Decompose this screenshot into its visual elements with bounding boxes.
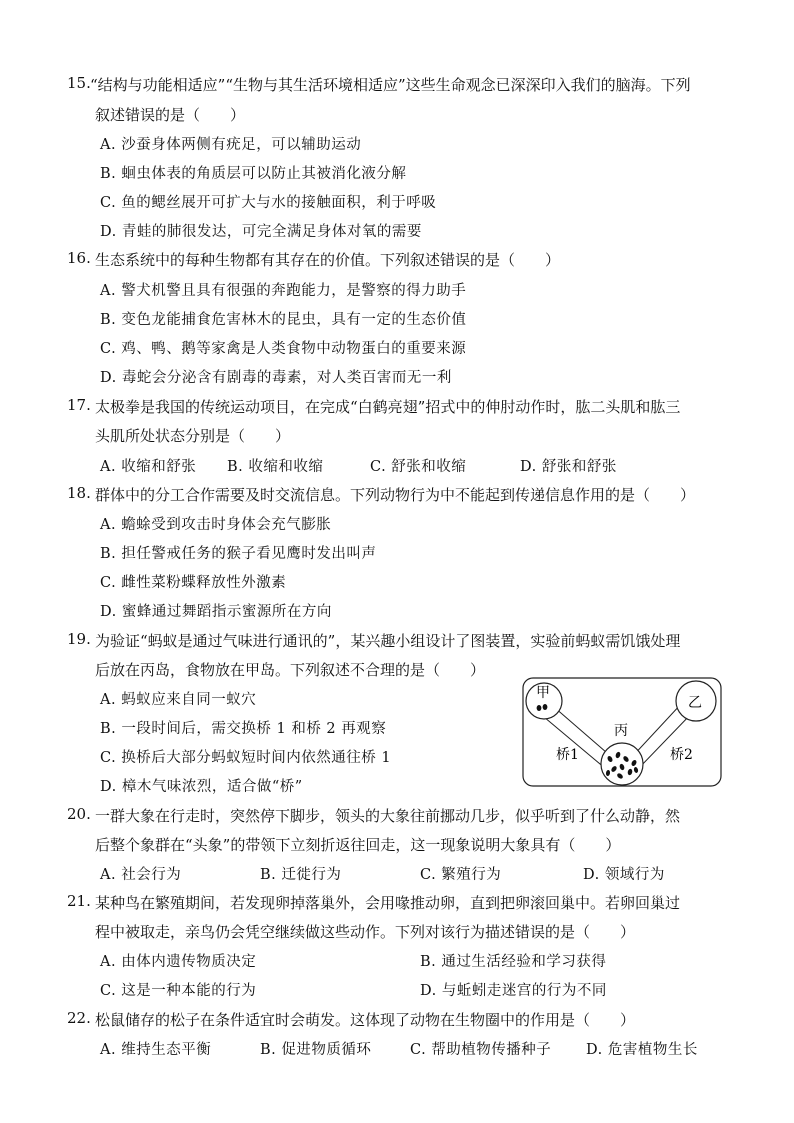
question-number: 22. — [67, 1009, 91, 1027]
option-a: A. 蟾蜍受到攻击时身体会充气膨胀 — [100, 517, 332, 533]
question-number: 16. — [67, 249, 91, 267]
option-b: B. 蛔虫体表的角质层可以防止其被消化液分解 — [100, 166, 407, 182]
option-c: C. 换桥后大部分蚂蚁短时间内依然通往桥 1 — [100, 750, 392, 766]
option-d: D. 与蚯蚓走迷宫的行为不同 — [420, 983, 607, 999]
label-yi: 乙 — [688, 695, 702, 711]
option-d: D. 危害植物生长 — [586, 1042, 698, 1058]
option-c: C. 繁殖行为 — [420, 867, 502, 883]
question-stem-line: 后放在丙岛，食物放在甲岛。下列叙述不合理的是（ ） — [95, 661, 486, 679]
question-stem-line: 太极拳是我国的传统运动项目，在完成“白鹤亮翅”招式中的伸肘动作时，肱二头肌和肱三 — [95, 398, 681, 416]
question-number: 21. — [67, 892, 91, 910]
option-d: D. 毒蛇会分泌含有剧毒的毒素，对人类百害而无一利 — [100, 370, 452, 386]
option-c: C. 鸡、鸭、鹅等家禽是人类食物中动物蛋白的重要来源 — [100, 341, 467, 357]
option-c: C. 雌性菜粉蝶释放性外激素 — [100, 575, 287, 591]
option-c: C. 帮助植物传播种子 — [410, 1042, 552, 1058]
question-number: 20. — [67, 805, 91, 823]
question-stem-line: 为验证“蚂蚁是通过气味进行通讯的”，某兴趣小组设计了图装置，实验前蚂蚁需饥饿处理 — [95, 632, 681, 650]
option-c: C. 鱼的鳃丝展开可扩大与水的接触面积，利于呼吸 — [100, 195, 437, 211]
label-bing: 丙 — [614, 723, 628, 739]
label-bridge-2: 桥2 — [670, 747, 693, 763]
option-a: A. 社会行为 — [100, 867, 182, 883]
option-b: B. 担任警戒任务的猴子看见鹰时发出叫声 — [100, 546, 377, 562]
option-b: B. 变色龙能捕食危害林木的昆虫，具有一定的生态价值 — [100, 312, 467, 328]
question-number: 15. — [67, 74, 91, 92]
option-c: C. 舒张和收缩 — [370, 459, 467, 475]
question-stem-line: 叙述错误的是（ ） — [95, 106, 246, 124]
option-b: B. 一段时间后，需交换桥 1 和桥 2 再观察 — [100, 721, 387, 737]
label-jia: 甲 — [536, 685, 550, 701]
question-stem-line: 松鼠储存的松子在条件适宜时会萌发。这体现了动物在生物圈中的作用是（ ） — [95, 1011, 636, 1029]
option-d: D. 领域行为 — [583, 867, 665, 883]
question-stem-line: 程中被取走，亲鸟仍会凭空继续做这些动作。下列对该行为描述错误的是（ ） — [95, 923, 636, 941]
option-d: D. 樟木气味浓烈，适合做“桥” — [100, 779, 303, 795]
option-d: D. 蜜蜂通过舞蹈指示蜜源所在方向 — [100, 604, 332, 620]
question-stem-line: 生态系统中的每种生物都有其存在的价值。下列叙述错误的是（ ） — [95, 251, 561, 269]
option-d: D. 舒张和舒张 — [520, 459, 617, 475]
question-stem-line: “结构与功能相适应”“生物与其生活环境相适应”这些生命观念已深深印入我们的脑海。下列 — [90, 76, 691, 94]
option-c: C. 这是一种本能的行为 — [100, 983, 257, 999]
question-number: 18. — [67, 484, 91, 502]
option-a: A. 维持生态平衡 — [100, 1042, 212, 1058]
option-a: A. 由体内遗传物质决定 — [100, 954, 257, 970]
question-number: 17. — [67, 396, 91, 414]
label-bridge-1: 桥1 — [556, 747, 579, 763]
question-stem-line: 某种鸟在繁殖期间，若发现卵掉落巢外，会用喙推动卵，直到把卵滚回巢中。若卵回巢过 — [95, 894, 681, 912]
option-b: B. 收缩和收缩 — [227, 459, 324, 475]
question-stem-line: 头肌所处状态分别是（ ） — [95, 427, 291, 445]
ant-bridge-diagram — [522, 677, 722, 787]
option-b: B. 迁徙行为 — [260, 867, 342, 883]
option-a: A. 收缩和舒张 — [100, 459, 197, 475]
option-a: A. 警犬机警且具有很强的奔跑能力，是警察的得力助手 — [100, 283, 467, 299]
question-stem-line: 群体中的分工合作需要及时交流信息。下列动物行为中不能起到传递信息作用的是（ ） — [95, 486, 696, 504]
question-number: 19. — [67, 630, 91, 648]
question-stem-line: 后整个象群在“头象”的带领下立刻折返往回走，这一现象说明大象具有（ ） — [95, 836, 621, 854]
option-a: A. 沙蚕身体两侧有疣足，可以辅助运动 — [100, 137, 362, 153]
option-a: A. 蚂蚁应来自同一蚁穴 — [100, 692, 257, 708]
option-b: B. 通过生活经验和学习获得 — [420, 954, 607, 970]
option-d: D. 青蛙的肺很发达，可完全满足身体对氧的需要 — [100, 224, 422, 240]
question-stem-line: 一群大象在行走时，突然停下脚步，领头的大象往前挪动几步，似乎听到了什么动静，然 — [95, 807, 681, 825]
option-b: B. 促进物质循环 — [260, 1042, 372, 1058]
